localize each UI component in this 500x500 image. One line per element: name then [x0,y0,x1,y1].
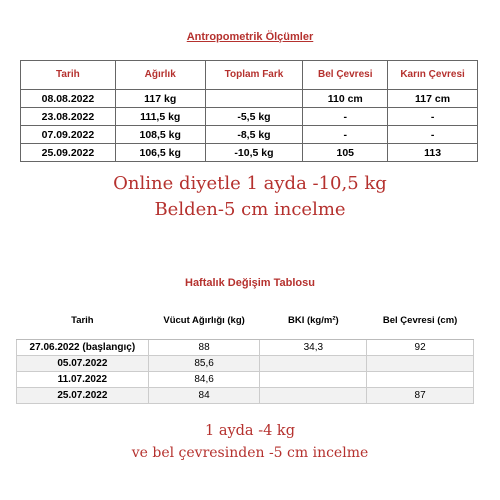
promo-line: 1 ayda -4 kg [204,423,295,439]
cell-waist: - [303,126,388,144]
cell-bmi [260,388,367,404]
col-header-bmi: BKI (kg/m²) [260,303,367,340]
table-row [17,372,474,388]
col-header-waist: Bel Çevresi [303,61,388,90]
cell-abdomen: 113 [388,144,478,162]
promo-text-1 [0,171,500,223]
promo-text-2 [0,420,500,464]
cell-total-diff: -10,5 kg [205,144,303,162]
cell-date: 11.07.2022 [17,372,149,388]
table-row [21,126,478,144]
cell-waist [367,356,474,372]
promo-line: ve bel çevresinden -5 cm incelme [131,445,369,461]
promo-line: Online diyetle 1 ayda -10,5 kg [113,173,387,194]
cell-bmi [260,356,367,372]
table-header-row [21,61,478,90]
cell-waist: - [303,108,388,126]
cell-date: 08.08.2022 [21,90,116,108]
cell-abdomen: - [388,108,478,126]
table1-title: Antropometrik Ölçümler [186,31,314,43]
cell-date: 05.07.2022 [17,356,149,372]
cell-waist: 110 cm [303,90,388,108]
cell-weight: 88 [148,340,260,356]
cell-bmi: 34,3 [260,340,367,356]
col-header-date: Tarih [21,61,116,90]
cell-abdomen: 117 cm [388,90,478,108]
cell-waist: 92 [367,340,474,356]
table-row [21,108,478,126]
table2-title: Haftalık Değişim Tablosu [185,277,315,289]
cell-date: 23.08.2022 [21,108,116,126]
cell-waist: 87 [367,388,474,404]
col-header-total-diff: Toplam Fark [205,61,303,90]
col-header-weight: Ağırlık [115,61,205,90]
weekly-change-table [16,303,474,404]
cell-weight: 85,6 [148,356,260,372]
cell-weight: 111,5 kg [115,108,205,126]
cell-date: 25.07.2022 [17,388,149,404]
table-row [17,340,474,356]
table-row [17,388,474,404]
table-row [17,356,474,372]
cell-total-diff: -5,5 kg [205,108,303,126]
cell-weight: 84,6 [148,372,260,388]
cell-date: 25.09.2022 [21,144,116,162]
cell-abdomen: - [388,126,478,144]
col-header-body-weight: Vücut Ağırlığı (kg) [148,303,260,340]
cell-total-diff [205,90,303,108]
cell-waist: 105 [303,144,388,162]
col-header-date: Tarih [17,303,149,340]
promo-line: Belden-5 cm incelme [154,199,346,220]
cell-total-diff: -8,5 kg [205,126,303,144]
cell-date: 07.09.2022 [21,126,116,144]
col-header-abdomen: Karın Çevresi [388,61,478,90]
table-row [21,90,478,108]
cell-weight: 106,5 kg [115,144,205,162]
table-header-row [17,303,474,340]
table-row [21,144,478,162]
cell-bmi [260,372,367,388]
cell-waist [367,372,474,388]
cell-date: 27.06.2022 (başlangıç) [17,340,149,356]
cell-weight: 117 kg [115,90,205,108]
anthropometric-table [20,60,478,162]
cell-weight: 108,5 kg [115,126,205,144]
col-header-waist: Bel Çevresi (cm) [367,303,474,340]
cell-weight: 84 [148,388,260,404]
